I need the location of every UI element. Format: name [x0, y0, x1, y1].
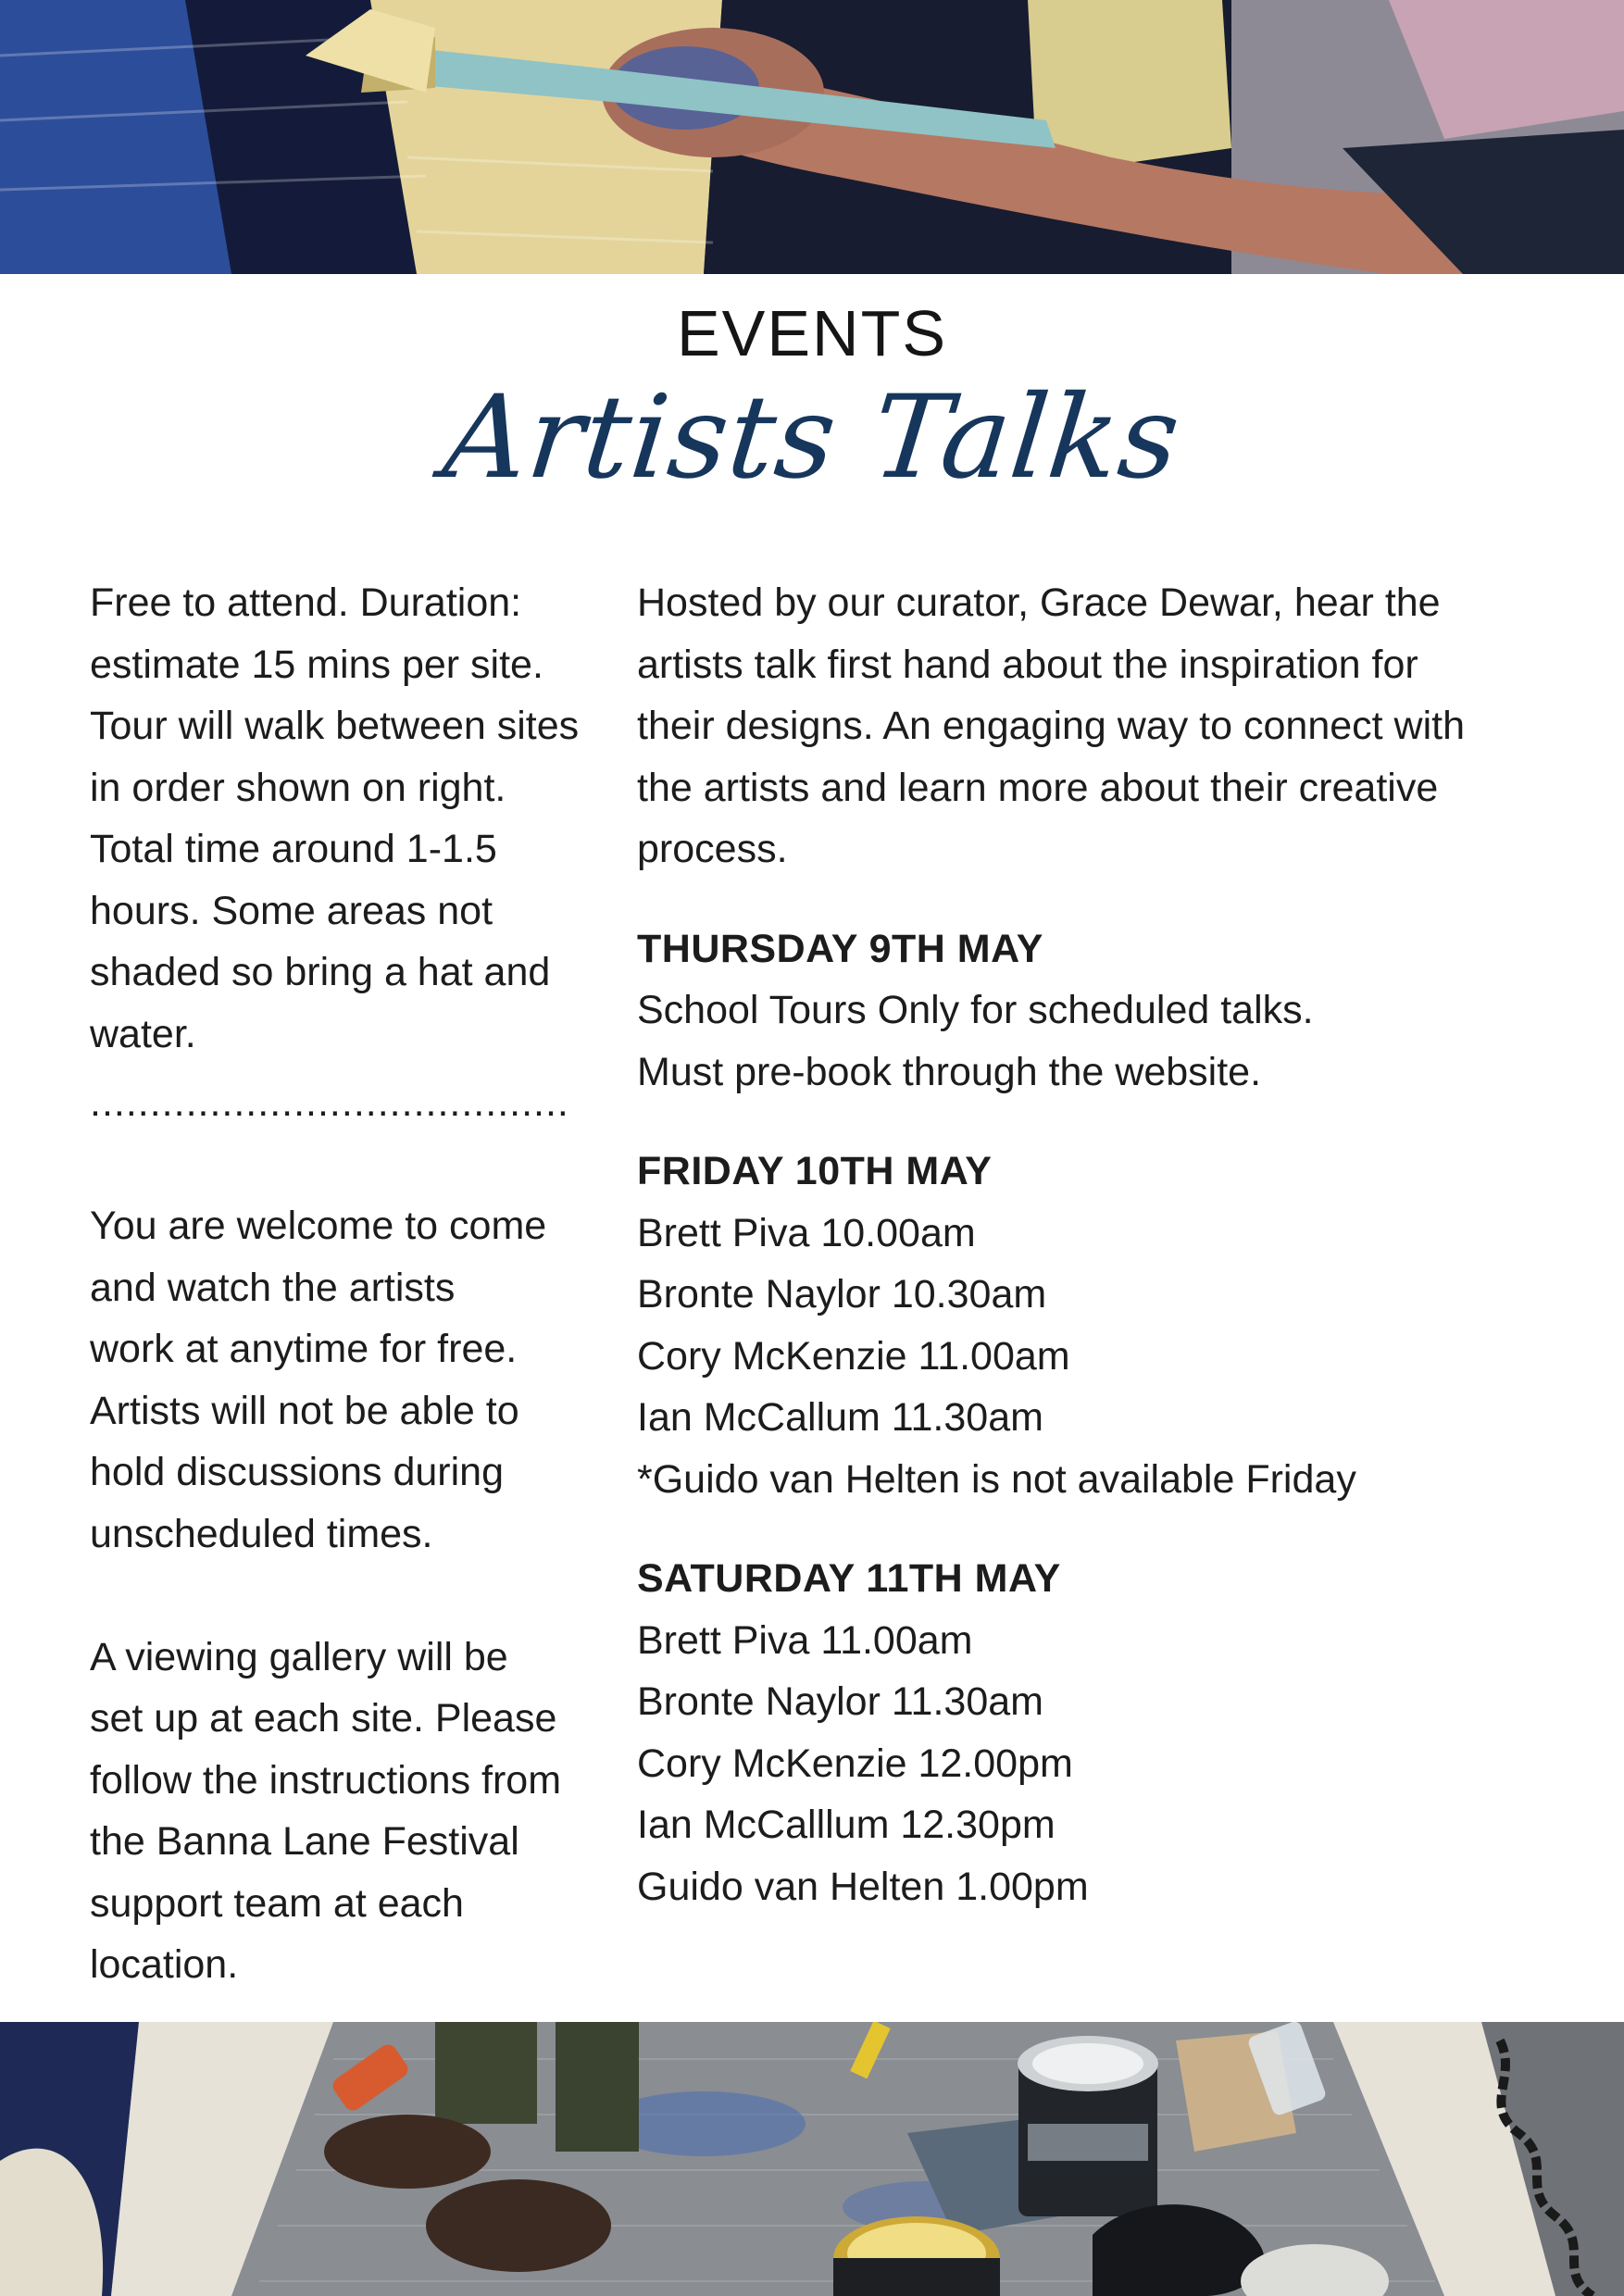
intro-line: process. [637, 827, 788, 871]
info-line: estimate 15 mins per site. [90, 642, 543, 687]
bottom-photo [0, 2022, 1624, 2296]
schedule-line: Bronte Naylor 11.30am [637, 1679, 1043, 1724]
day-thursday [637, 918, 1600, 1104]
gallery-line: the Banna Lane Festival [90, 1819, 519, 1864]
schedule-line: Must pre-book through the website. [637, 1049, 1262, 1094]
day-heading: SATURDAY 11TH MAY [637, 1556, 1061, 1601]
intro-line: the artists and learn more about their creative [637, 765, 1439, 810]
schedule-line: Brett Piva 10.00am [637, 1210, 976, 1255]
paint-tray-image [0, 2022, 1624, 2296]
info-line: water. [90, 1011, 196, 1056]
page-title: Artists Talks [437, 371, 1187, 505]
gallery-line: location. [90, 1942, 239, 1987]
day-heading: FRIDAY 10TH MAY [637, 1149, 993, 1193]
info-line: Tour will walk between sites [90, 704, 580, 748]
schedule-column [637, 572, 1600, 1917]
welcome-line: Artists will not be able to [90, 1388, 519, 1433]
info-line: Free to attend. Duration: [90, 580, 522, 625]
schedule-line: School Tours Only for scheduled talks. [637, 988, 1314, 1032]
welcome-line: hold discussions during [90, 1450, 504, 1494]
schedule-line: Bronte Naylor 10.30am [637, 1272, 1047, 1316]
day-heading: THURSDAY 9TH MAY [637, 926, 1043, 971]
day-saturday [637, 1548, 1600, 1917]
info-line: shaded so bring a hat and [90, 950, 551, 994]
schedule-line: Cory McKenzie 12.00pm [637, 1741, 1073, 1786]
schedule-line: Ian McCallum 11.30am [637, 1395, 1043, 1440]
info-line: Total time around 1-1.5 [90, 827, 497, 871]
schedule-line: Cory McKenzie 11.00am [637, 1333, 1070, 1379]
dotted-divider: ........................................ [90, 1080, 569, 1125]
intro-line: artists talk first hand about the inspiration for [637, 642, 1418, 687]
gallery-line: set up at each site. Please [90, 1696, 557, 1741]
gallery-line: follow the instructions from [90, 1757, 562, 1803]
welcome-line: unscheduled times. [90, 1511, 433, 1556]
welcome-line: and watch the artists [90, 1265, 456, 1310]
section-eyebrow: EVENTS [676, 297, 948, 369]
intro-line: Hosted by our curator, Grace Dewar, hear the [637, 580, 1441, 625]
schedule-line: Ian McCalllum 12.30pm [637, 1803, 1056, 1847]
painting-wall-image [0, 0, 1624, 274]
schedule-line: Guido van Helten 1.00pm [637, 1864, 1089, 1909]
gallery-line: support team at each [90, 1880, 464, 1926]
top-photo [0, 0, 1624, 274]
info-line: in order shown on right. [90, 765, 506, 810]
gallery-line: A viewing gallery will be [90, 1634, 508, 1679]
schedule-note: *Guido van Helten is not available Friday [637, 1456, 1356, 1502]
intro-line: their designs. An engaging way to connect with [637, 704, 1466, 748]
welcome-line: work at anytime for free. [90, 1327, 518, 1371]
welcome-line: You are welcome to come [90, 1204, 547, 1248]
info-line: hours. Some areas not [90, 888, 493, 933]
info-column [90, 572, 627, 1996]
day-friday [637, 1141, 1600, 1510]
schedule-line: Brett Piva 11.00am [637, 1617, 973, 1663]
